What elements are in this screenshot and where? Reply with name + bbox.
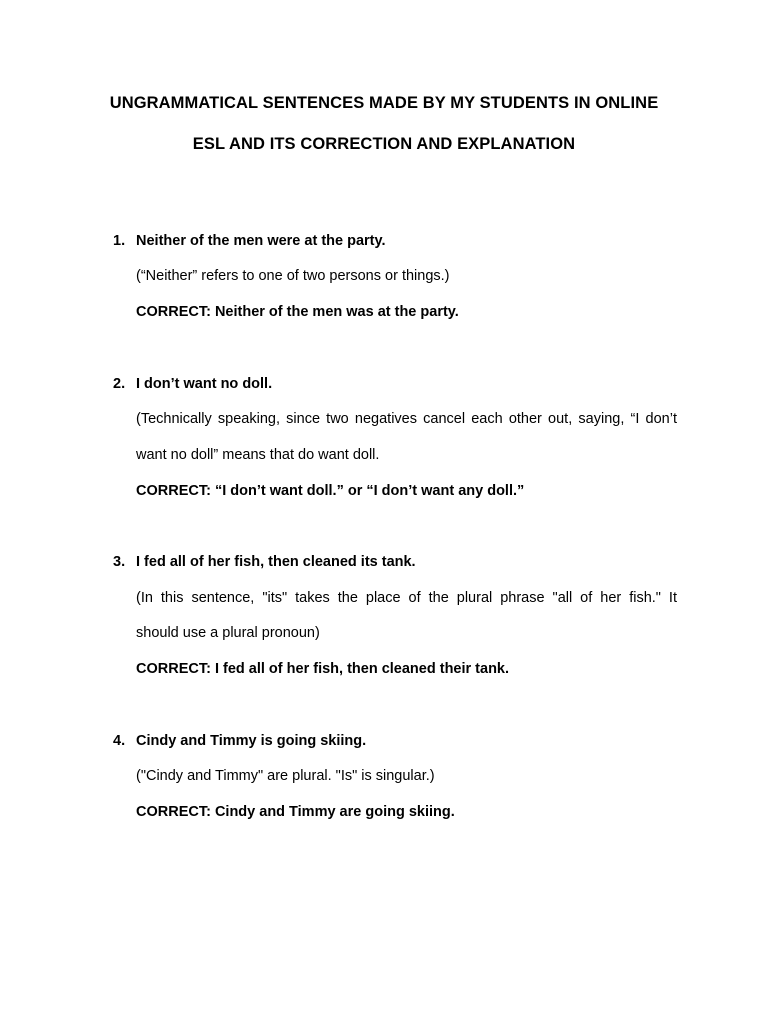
correction-text: CORRECT: I fed all of her fish, then cleaned their tank. (136, 661, 510, 677)
item-number: 3. (113, 554, 126, 570)
explanation-text: should use a plural pronoun) (136, 625, 320, 641)
document-title-line-1: UNGRAMMATICAL SENTENCES MADE BY MY STUDENTS IN ONLINE (109, 94, 659, 112)
explanation-text: (“Neither” refers to one of two persons or things.) (136, 268, 450, 284)
ungrammatical-sentence: Cindy and Timmy is going skiing. (136, 733, 367, 749)
explanation-text: ("Cindy and Timmy" are plural. "Is" is singular.) (136, 768, 435, 784)
item-number: 2. (113, 376, 126, 392)
document-title-line-2: ESL AND ITS CORRECTION AND EXPLANATION (192, 135, 576, 153)
correction-text: CORRECT: Cindy and Timmy are going skiing. (136, 804, 455, 820)
ungrammatical-sentence: I fed all of her fish, then cleaned its tank. (136, 554, 416, 570)
item-number: 4. (113, 733, 126, 749)
explanation-text: want no doll” means that do want doll. (136, 447, 380, 463)
ungrammatical-sentence: Neither of the men were at the party. (136, 233, 386, 249)
explanation-text: (Technically speaking, since two negatives cancel each other out, saying, “I don’t (136, 411, 677, 427)
item-number: 1. (113, 233, 126, 249)
correction-text: CORRECT: “I don’t want doll.” or “I don’t want any doll.” (136, 483, 525, 499)
ungrammatical-sentence: I don’t want no doll. (136, 376, 273, 392)
explanation-text: (In this sentence, "its" takes the place of the plural phrase "all of her fish." It (136, 590, 677, 606)
correction-text: CORRECT: Neither of the men was at the party. (136, 304, 459, 320)
